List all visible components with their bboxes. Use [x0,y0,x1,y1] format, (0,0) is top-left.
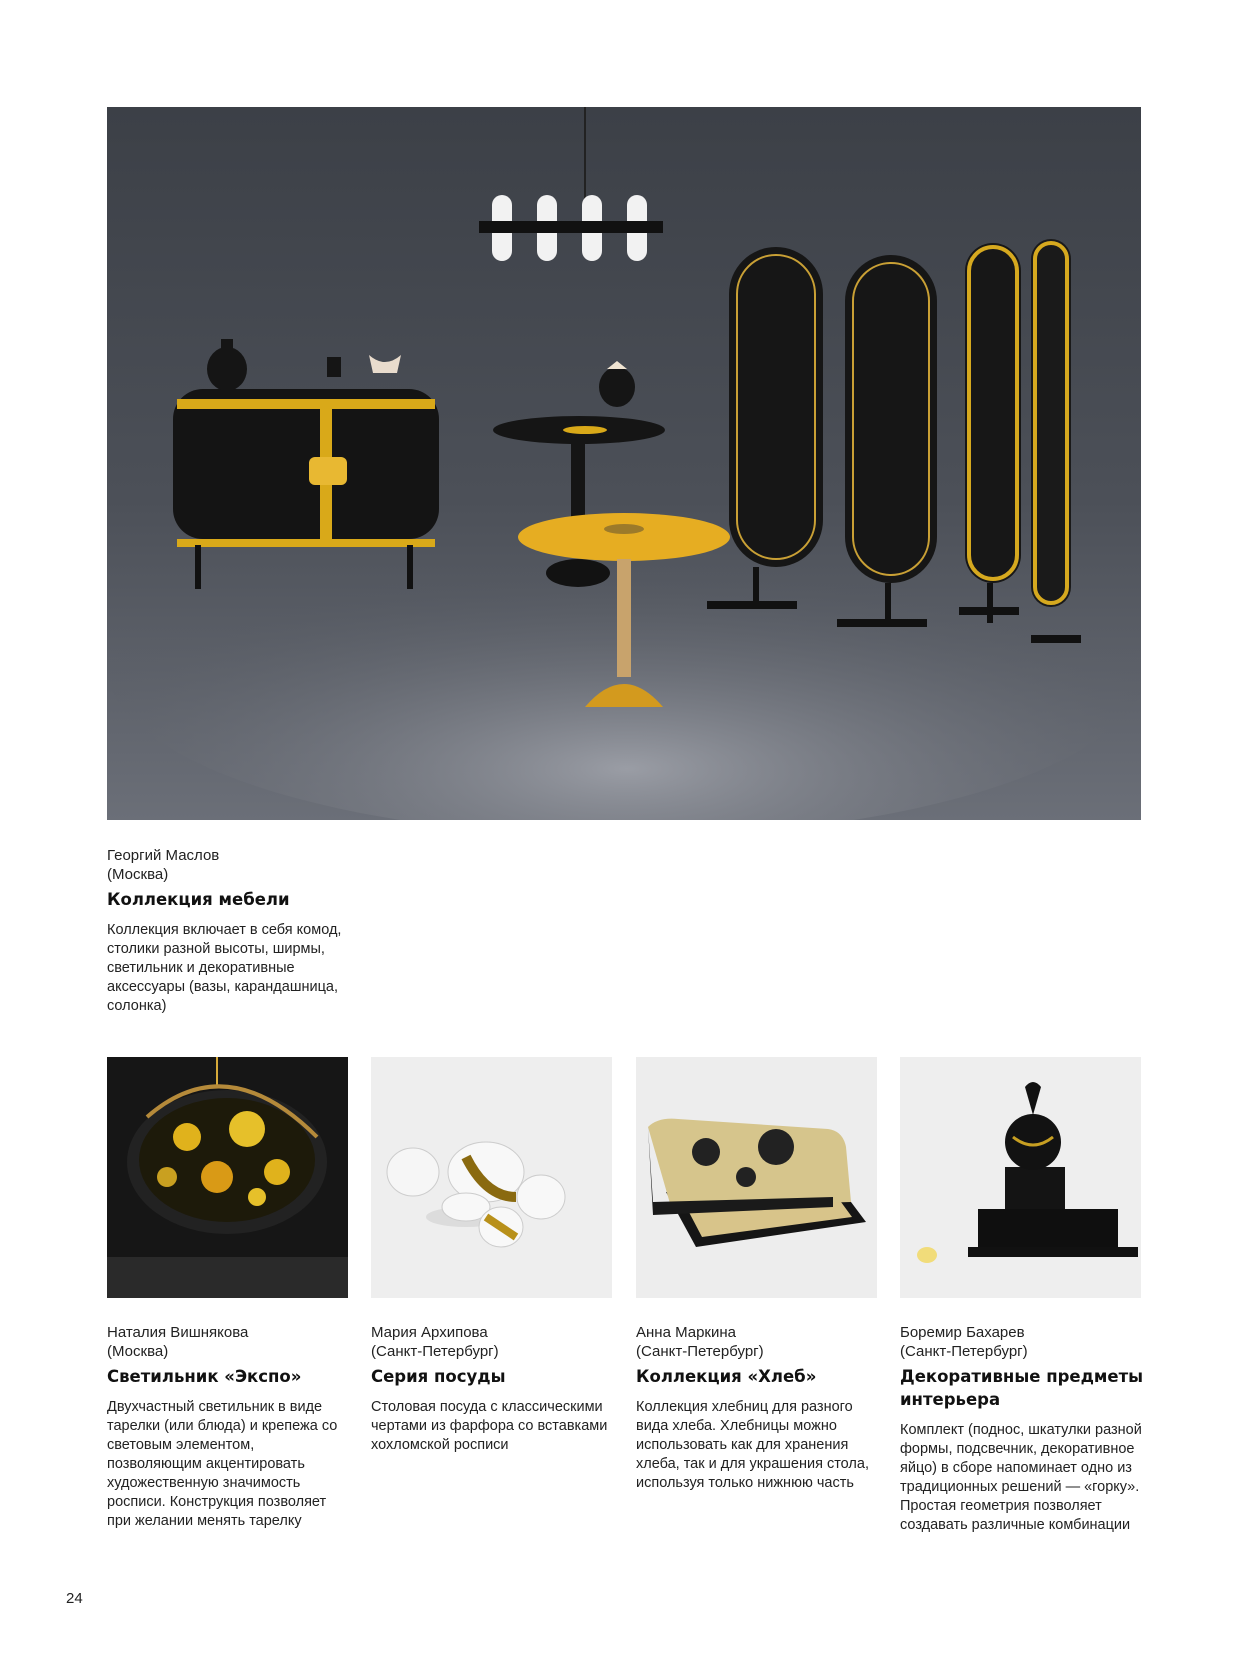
author-city: (Москва) [107,1343,169,1360]
item-title: Коллекция мебели [107,890,290,909]
author-name: Георгий Маслов [107,847,220,864]
decorative-items-photo [900,1057,1141,1298]
item-description: Коллекция включает в себя комод, столики разной высоты, ширмы, светильник и декоративные аксессуары (вазы, карандашница, солонка) [107,922,342,1014]
author-name: Боремир Бахарев [900,1324,1025,1341]
expo-lamp-caption [107,1323,347,1531]
author-city: (Санкт-Петербург) [636,1343,764,1360]
author-city: (Санкт-Петербург) [900,1343,1028,1360]
furniture-collection-illustration [107,107,1141,820]
page-number: 24 [66,1590,83,1607]
author-city: (Санкт-Петербург) [371,1343,499,1360]
item-title: Коллекция «Хлеб» [636,1367,817,1386]
bread-collection-caption [636,1323,881,1493]
author-name: Наталия Вишнякова [107,1324,249,1341]
hero-photo [107,107,1141,820]
hero-caption [107,846,367,1016]
tableware-caption [371,1323,616,1455]
expo-lamp-photo [107,1057,348,1298]
item-title: Серия посуды [371,1367,506,1386]
item-description: Столовая посуда с классическими чертами из фарфора со вставками хохломской росписи [371,1399,608,1453]
author-city: (Москва) [107,866,169,883]
tableware-photo [371,1057,612,1298]
item-title: Светильник «Экспо» [107,1367,302,1386]
item-title: Декоративные предметы интерьера [900,1367,1144,1409]
item-description: Коллекция хлебниц для разного вида хлеба. Хлебницы можно использовать как для хранения хлеба, так и для украшения стола, используя только нижнюю часть [636,1399,869,1491]
author-name: Мария Архипова [371,1324,488,1341]
decorative-items-caption [900,1323,1145,1535]
bread-boxes-photo [636,1057,877,1298]
item-description: Двухчастный светильник в виде тарелки (или блюда) и крепежа со световым элементом, позволяющим акцентировать художественную значимость росписи. Конструкция позволяет при желании менять тарелку [107,1399,338,1529]
item-description: Комплект (поднос, шкатулки разной формы, подсвечник, декоративное яйцо) в сборе напоминает одно из традиционных решений — «горку». Простая геометрия позволяет создавать различные комбинации [900,1422,1142,1533]
author-name: Анна Маркина [636,1324,736,1341]
